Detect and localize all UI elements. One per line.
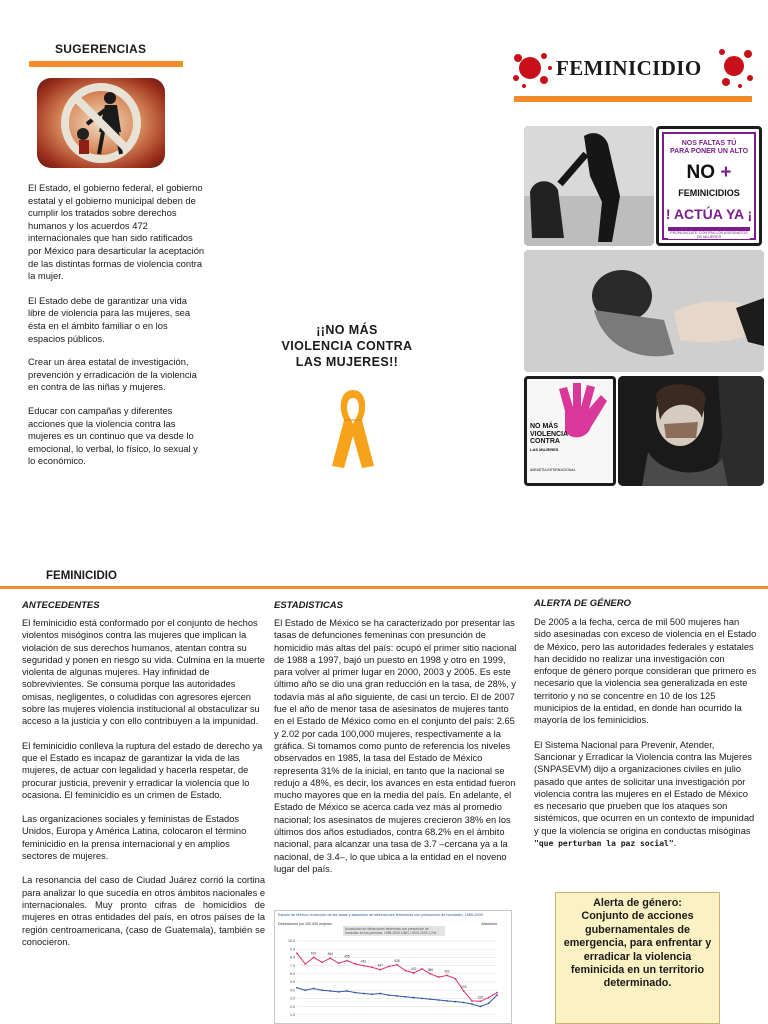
poster-text: NOS FALTAS TÚ [681, 140, 737, 147]
chart-point [296, 952, 298, 954]
chart-point [404, 996, 406, 998]
chart-point [446, 975, 448, 977]
chart-tick-label: 1.0 [290, 1013, 295, 1017]
body-paragraph: El feminicidio conlleva la ruptura del estado de derecho ya que el Estado es incapaz de garantizar la vida de las mujeres, de actuar con legalidad y hacerla respetar, de procurar justicia, prevenir y erradicar la violencia que lo ocasiona. El feminicidio es un crimen de Estado. [22, 740, 263, 800]
amnesty-hand-poster [524, 376, 616, 486]
poster-no [664, 162, 754, 184]
chart-point [388, 966, 390, 968]
chart-point [338, 962, 340, 964]
chart-point [454, 1001, 456, 1003]
poster-footer: PRONUNCIATE CONTRA LOS ASESINATOS DE MUJERES [668, 231, 750, 239]
chart-point [379, 993, 381, 995]
chart-point [438, 999, 440, 1001]
blood-splatter-icon [716, 44, 756, 90]
chart-tick-label: 5.0 [290, 980, 295, 985]
prohibition-icon [37, 78, 165, 168]
chart-y-label: Defunciones por 100,000 mujeres [278, 922, 332, 926]
chart-point [379, 969, 381, 971]
estadisticas-body [274, 617, 518, 875]
chart-point [488, 1002, 490, 1004]
chart-point [479, 1000, 481, 1002]
chart-point [429, 973, 431, 975]
suggestion-paragraph: Crear un área estatal de investigación, prevención y erradicación de la violencia en contra de las niñas y mujeres. [28, 356, 197, 393]
silenced-woman-photo [618, 376, 764, 486]
poster-feminicidios: FEMINICIDIOS [678, 188, 740, 198]
chart-point [488, 997, 490, 999]
chart-tick-label: 10.0 [288, 939, 295, 944]
awareness-ribbon-icon [330, 386, 376, 472]
chart-plot [275, 911, 512, 1024]
chart-tick-label: 7.0 [290, 963, 295, 968]
chart-point [354, 963, 356, 965]
title-divider [514, 96, 752, 102]
chart-point [329, 990, 331, 992]
chart-data-label: 601 [310, 951, 317, 956]
chart-tick-label: 3.0 [290, 996, 295, 1001]
suggestion-paragraph: Educar con campañas y diferentes acciones que la violencia contra las mujeres es un continuo que va desde lo emocional, lo verbal, lo físico, lo sexual y lo económico. [28, 404, 198, 467]
chart-point [354, 992, 356, 994]
chart-point [471, 1000, 473, 1002]
body-paragraph: El Estado de México se ha caracterizado por presentar las tasas de defunciones femeninas con presunción de homicidio más altas del país: ocupó el primer sitio nacional de 1988 a 1997, bajó un puesto en 1998 y otro en 1999, para volver al primer lugar en 2000, 2003 y 2005. Es este último año se dio una gran reducción en la tasa, de 28%, y todavía más al año siguiente, de casi un tercio. El de 2007 fue el año de menor tasa de asesinatos de mujeres tanto en el Estado de México como en el conjunto del país: 2.65 y 2.02 por cada 100,000 mujeres, respectivamente a la gráfica. Si tomamos como punto de referencia los niveles observados en 1985, la tasa del Estado de México representa 31% de la inicial, en tanto que la nacional se redujo a 48%, es decir, los avances en esta entidad fueron mucho mayores que en la media del país. En adelante, el Estado de México se acerca cada vez más al promedio nacional; los asesinatos de mujeres crecieron 38% en los últimos dos años estudiados, contra 68.2% en el ámbito nacional, para alcanzar una tasa de 3.7 –cercana ya a la nacional, de 3.4–, lo que ubica a la entidad en el noveno lugar del país. [274, 618, 517, 874]
chart-data-label: 402 [410, 966, 417, 971]
chart-tick-label: 6.0 [290, 972, 295, 976]
section-title: FEMINICIDIO [46, 570, 117, 582]
aggression-silhouette [524, 126, 654, 246]
chart-point [363, 993, 365, 995]
chart-point [496, 994, 498, 996]
chart-tick-label: 2.0 [290, 1004, 295, 1009]
chart-point [346, 960, 348, 962]
poster-text: PARA PONER UN ALTO [669, 148, 749, 155]
antecedentes-heading: ANTECEDENTES [22, 600, 100, 611]
chart-point [313, 957, 315, 959]
chart-point [321, 961, 323, 963]
alert-box-heading: Alerta de género: [593, 897, 682, 909]
chart-series-line [297, 988, 497, 1007]
alerta-body [534, 616, 758, 850]
alert-box-text: Conjunto de acciones gubernamentales de emergencia, para enfrentar y erradicar la violencia feminicida en un territorio determinado. [563, 910, 712, 990]
chart-data-label: 225 [477, 995, 484, 1000]
amnesty-logo-text: AMNISTÍA INTERNACIONAL [530, 468, 576, 472]
estadisticas-heading: ESTADISTICAS [274, 600, 343, 611]
body-text: El Sistema Nacional para Prevenir, Atender, Sancionar y Erradicar la Violencia contra las Mujeres (SNPASEVM) dijo a organizaciones civiles en julio pasado que antes de solicitar una investigación por violencia contra las mujeres en el Estado de México es necesario que prueben que los ataques son sistémicos, que ocurren en un contexto de impunidad y que la violencia se origina en conductas misóginas [534, 739, 755, 836]
chart-point [446, 1000, 448, 1002]
victim-silhouette [524, 250, 764, 372]
chart-data-label: 461 [360, 959, 367, 964]
violence-photo [524, 126, 654, 246]
chart-point [479, 1006, 481, 1008]
suggestions-divider [29, 61, 183, 67]
hand-poster-line: LAS MUJERES [530, 446, 559, 452]
silenced-silhouette [618, 376, 764, 486]
slogan-line: LAS MUJERES!! [295, 355, 399, 369]
hand-poster-line: CONTRA [530, 438, 560, 445]
chart-point [421, 968, 423, 970]
suggestion-paragraph: El Estado, el gobierno federal, el gobierno estatal y el gobierno municipal deben de cumplir los tratados sobre derechos humanos y los acuerdos 472 internacionales que han sido ratificados por México para desarticular la aceptación de las distintas formas de violencia contra la mujer. [28, 182, 205, 282]
suggestions-title: SUGERENCIAS [55, 42, 147, 56]
chart-point [429, 998, 431, 1000]
suggestions-list [28, 182, 206, 468]
hand-poster-line: NO MÁS [530, 423, 558, 430]
body-paragraph [534, 739, 758, 851]
slogan-line: VIOLENCIA CONTRA [281, 339, 413, 353]
poster-line [664, 140, 754, 156]
chart-point [413, 997, 415, 999]
no-more-feminicides-poster [656, 126, 762, 246]
chart-data-label: 454 [327, 952, 334, 957]
chart-point [338, 991, 340, 993]
chart-note: Acumulado de defunciones femeninas con presunción de homicidio en los periodos: 1985-2009 4,881 / 2005-2009 1,241 [343, 926, 445, 936]
chart-data-label: 386 [427, 967, 434, 972]
chart-point [396, 995, 398, 997]
chart-point [438, 976, 440, 978]
slogan [262, 322, 432, 370]
chart-point [404, 970, 406, 972]
chart-data-label: 455 [344, 954, 350, 959]
chart-point [413, 972, 415, 974]
chart-tick-label: 8.0 [290, 955, 295, 960]
chart-point [329, 957, 331, 959]
victim-photo [524, 250, 764, 372]
chart-y2-label: Absolutos [481, 922, 497, 926]
body-paragraph: La resonancia del caso de Ciudad Juárez corrió la cortina para analizar lo que sucedía en otros ámbitos nacionales e internacionales. Muy pronto cifras de homicidios de mujeres en otras entidades del país, en otros países de la región centroamericana, (caso de Guatemala), también se conocieron. [22, 875, 265, 947]
chart-data-label: 428 [394, 958, 400, 963]
brochure-title: FEMINICIDIO [556, 56, 702, 80]
poster-actua: ! ACTÚA YA ¡ [665, 206, 753, 222]
chart-point [471, 1003, 473, 1005]
chart-point [421, 998, 423, 1000]
body-paragraph: De 2005 a la fecha, cerca de mil 500 mujeres han sido asesinadas con exceso de violencia en el Estado de México, pero las autoridades federales y estatales han decidido no realizar una investigación con enfoque de género porque consideran que primero es necesario que la violencia sea generalizada en este territorio y no se concentre en 10 de los 125 municipios de la entidad, en donde han ocurrido la mayoría de los feminicidios. [534, 617, 757, 726]
quote-text: "que perturban la paz social" [534, 839, 674, 849]
poster-border [662, 132, 756, 240]
body-paragraph: Las organizaciones sociales y feministas de Estados Unidos, Europa y América Latina, colocaron el término feminicidio en la prensa internacional y en amplios sectores de mujeres. [22, 814, 247, 862]
chart-point [304, 989, 306, 991]
no-violence-photo [37, 78, 165, 168]
chart-tick-label: 4.0 [290, 988, 295, 993]
chart-point [388, 994, 390, 996]
hand-poster-text [530, 423, 568, 453]
chart-title: Estado de México: evolución de las tasas y absolutos de defunciones femeninas con presunción de homicidio, 1985-2009 [278, 913, 483, 917]
chart-point [371, 966, 373, 968]
slogan-line: ¡¡NO MÁS [316, 323, 378, 337]
chart-point [371, 993, 373, 995]
antecedentes-body [22, 617, 265, 948]
chart-data-label: 243 [460, 985, 467, 990]
body-text: . [673, 838, 677, 849]
section-divider [0, 586, 768, 589]
chart-point [463, 990, 465, 992]
gender-alert-box [555, 892, 720, 1024]
chart-point [463, 1002, 465, 1004]
chart-data-label: 437 [377, 963, 384, 968]
body-paragraph: El feminicidio está conformado por el conjunto de hechos violentos misóginos contra las mujeres que implican la violación de sus derechos humanos, atentan contra su seguridad y ponen en riesgo su vida. Culmina en la muerte violenta de algunas mujeres. Hay infinidad de sobrevivientes. Se consuma porque las autoridades omisas, negligentes, o coludidas con agresores ejercen sobre las mujeres violencia institucional al obstaculizar su acceso a la justicia y con ello contribuyen a la impunidad. [22, 618, 265, 727]
chart-tick-label: 9.0 [290, 947, 295, 952]
chart-point [346, 990, 348, 992]
chart-point [496, 992, 498, 994]
chart-point [304, 963, 306, 965]
poster-text: NO [686, 162, 716, 183]
chart-point [313, 988, 315, 990]
alerta-heading: ALERTA DE GÉNERO [534, 598, 631, 609]
chart-point [363, 965, 365, 967]
homicide-rate-chart [274, 910, 512, 1024]
chart-point [396, 964, 398, 966]
chart-data-label: 302 [444, 969, 450, 974]
blood-splatter-icon [510, 44, 554, 90]
plus-icon: + [720, 162, 732, 183]
chart-point [454, 978, 456, 980]
chart-point [321, 989, 323, 991]
chart-point [296, 987, 298, 989]
hand-poster-line: VIOLENCIA [530, 430, 569, 438]
suggestion-paragraph: El Estado debe de garantizar una vida libre de violencia para las mujeres, sea ésta en el ámbito familiar o en los espacios públicos. [28, 294, 191, 344]
